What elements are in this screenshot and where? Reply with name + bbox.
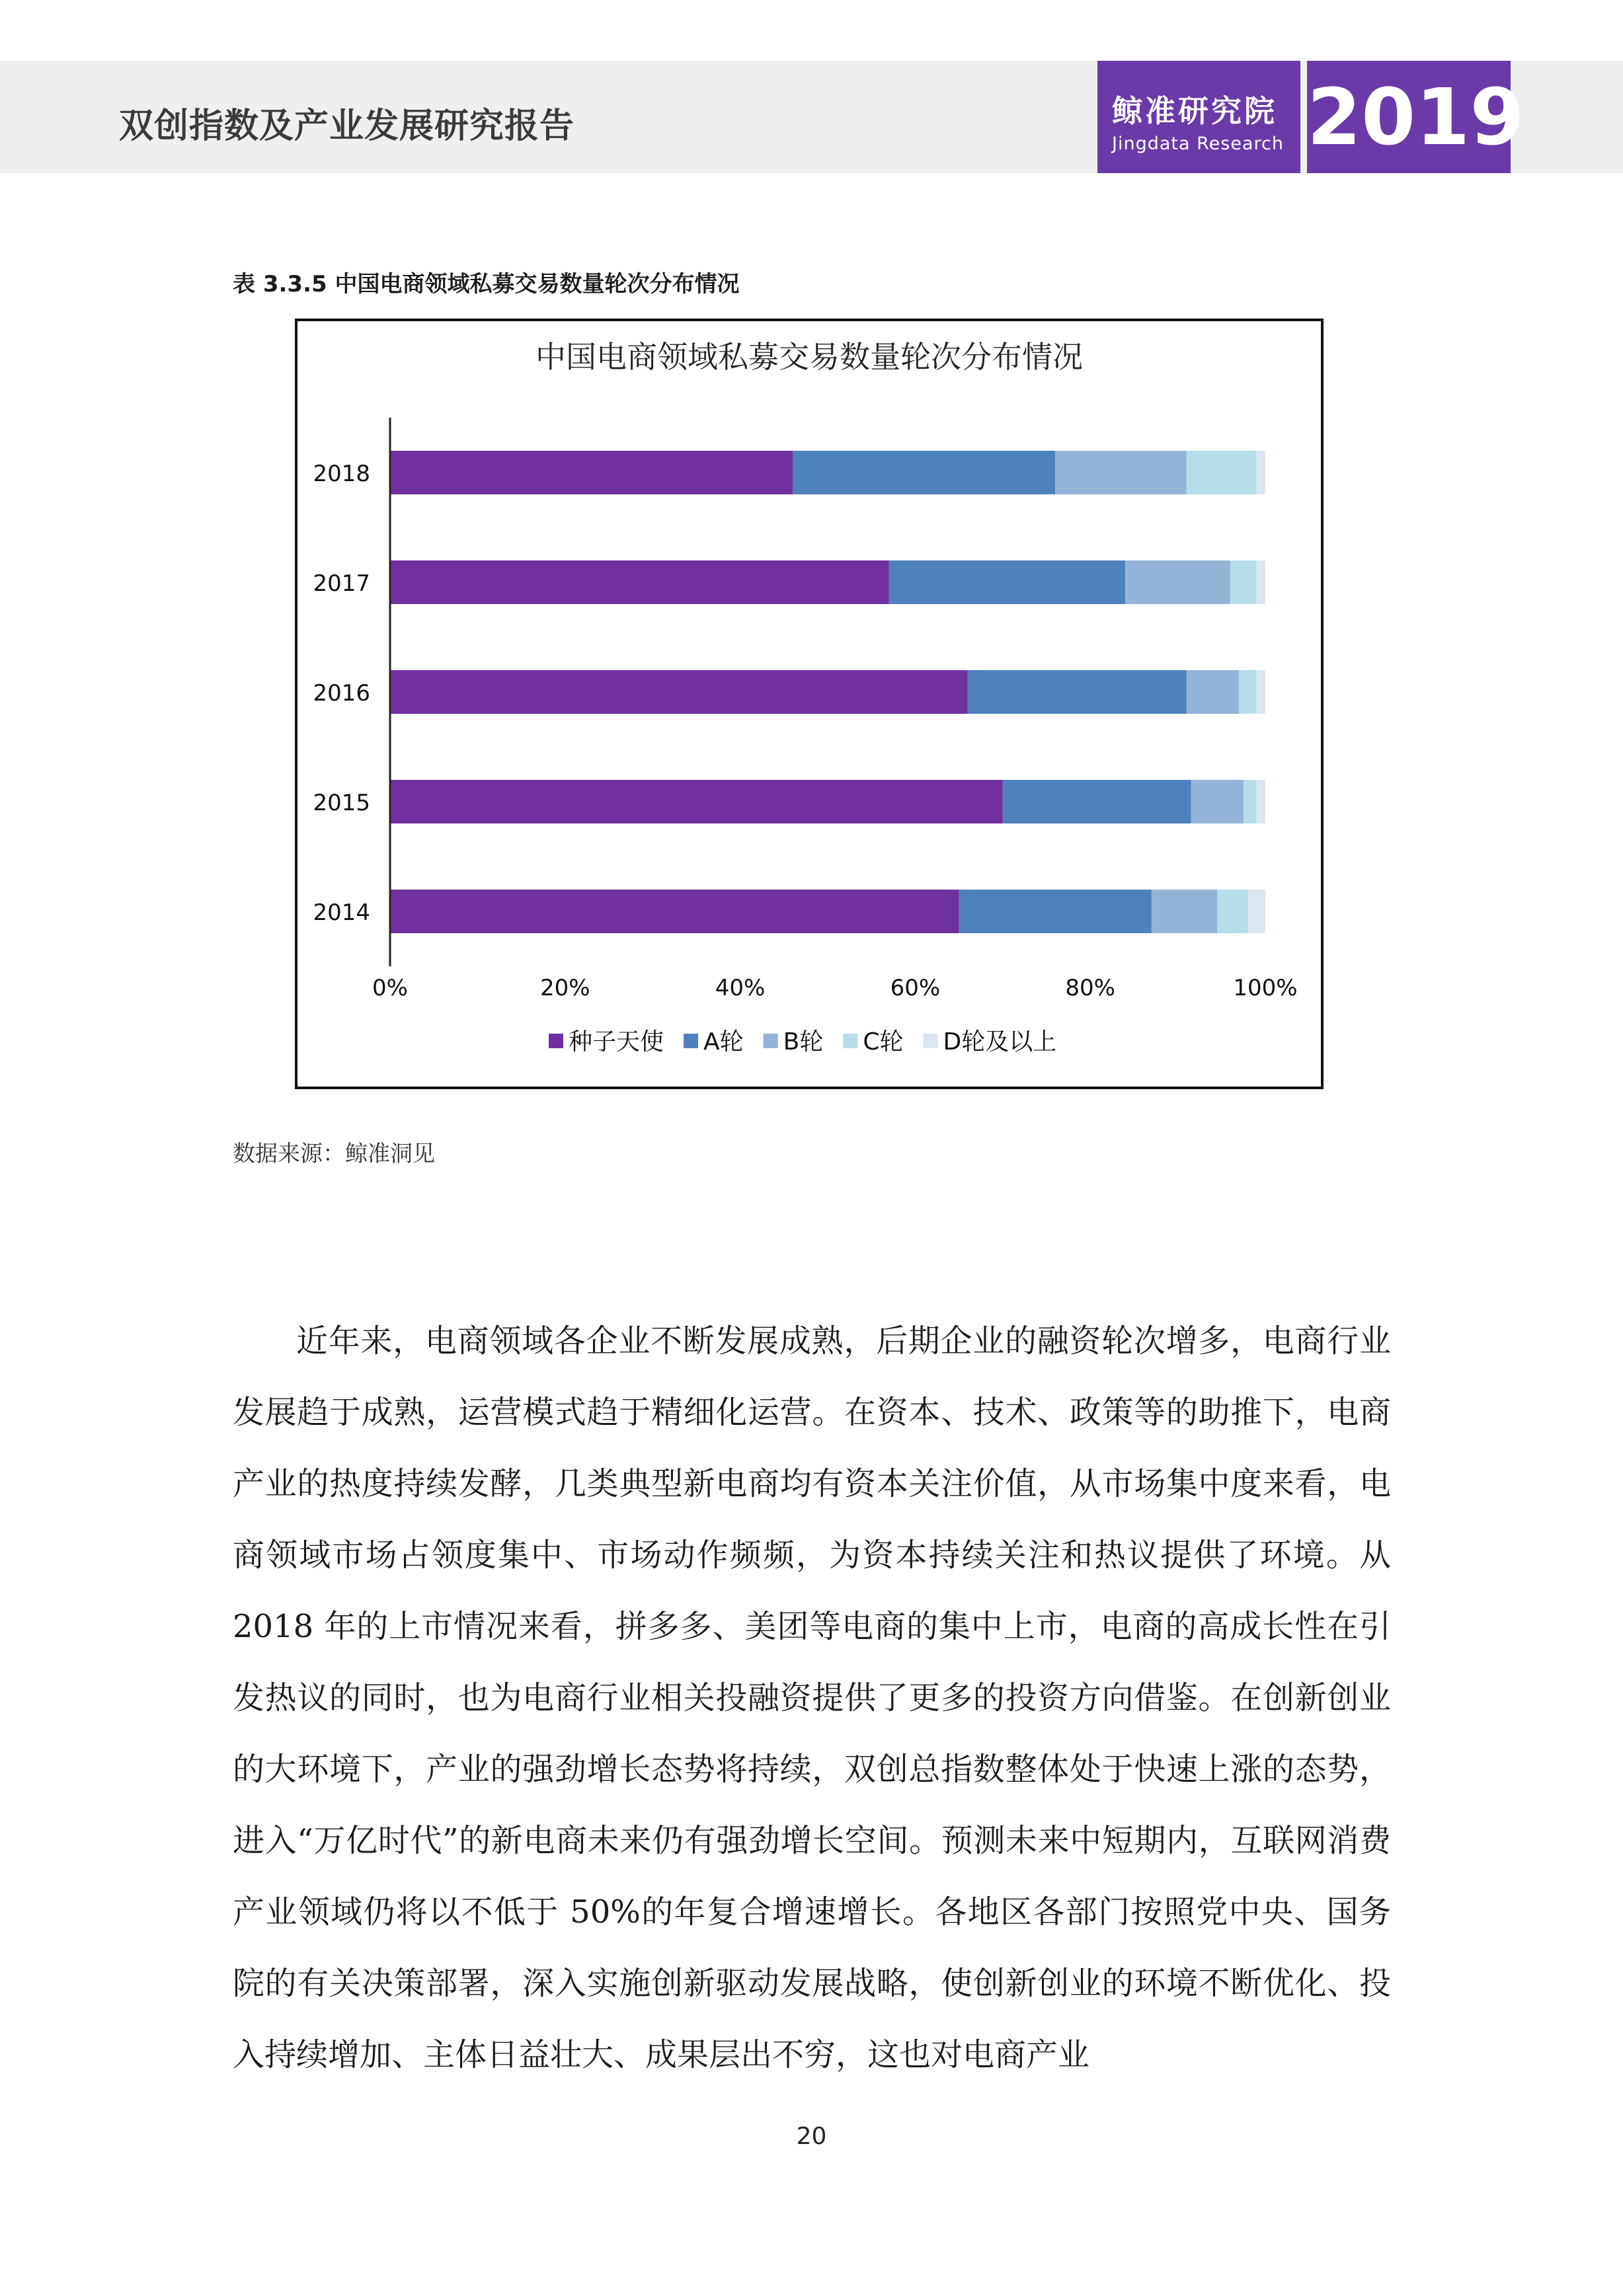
bar-segment-2014-2 bbox=[1152, 890, 1217, 933]
x-tick-label: 40% bbox=[715, 975, 766, 1001]
x-tick-label: 60% bbox=[890, 975, 941, 1001]
legend-label: 种子天使 bbox=[569, 1028, 664, 1055]
y-tick-label: 2015 bbox=[313, 790, 370, 816]
chart-title: 中国电商领域私募交易数量轮次分布情况 bbox=[535, 339, 1083, 375]
bar-segment-2017-2 bbox=[1125, 560, 1230, 604]
bar-segment-2017-3 bbox=[1230, 560, 1257, 604]
legend-swatch bbox=[684, 1034, 698, 1048]
x-tick-label: 80% bbox=[1065, 975, 1115, 1001]
chart-frame bbox=[295, 319, 1324, 1089]
bar-segment-2017-4 bbox=[1257, 560, 1265, 604]
brand-name-en: Jingdata Research bbox=[1112, 134, 1284, 154]
bar-segment-2018-0 bbox=[390, 451, 793, 494]
bar-segment-2014-3 bbox=[1217, 890, 1247, 933]
brand-name-cn: 鲸准研究院 bbox=[1112, 93, 1277, 129]
bar-segment-2016-4 bbox=[1257, 670, 1265, 714]
legend-label: D轮及以上 bbox=[943, 1028, 1057, 1055]
bar-segment-2018-2 bbox=[1055, 451, 1187, 494]
bar-segment-2017-1 bbox=[889, 560, 1125, 604]
chart-legend bbox=[549, 1028, 1056, 1055]
y-tick-label: 2014 bbox=[313, 899, 370, 926]
body-paragraph: 近年来，电商领域各企业不断发展成熟，后期企业的融资轮次增多，电商行业发展趋于成熟，运营模式趋于精细化运营。在资本、技术、政策等的助推下，电商产业的热度持续发酵，几类典型新电商均有资本关注价值，从市场集中度来看，电商领域市场占领度集中、市场动作频频，为资本持续关注和热议提供了环境。从 2018 年的上市情况来看，拼多多、美团等电商的集中上市，电商的高成长性在引发热议的同时，也为电商行业相关投融资提供了更多的投资方向借鉴。在创新创业的大环境下，产业的强劲增长态势将持续，双创总指数整体处于快速上涨的态势，进入“万亿时代”的新电商未来仍有强劲增长空间。预测未来中短期内，互联网消费产业领域仍将以不低于 50%的年复合增速增长。各地区各部门按照党中央、国务院的有关决策部署，深入实施创新驱动发展战略，使创新创业的环境不断优化、投入持续增加、主体日益壮大、成果层出不穷，这也对电商产业 bbox=[233, 1322, 1391, 2073]
bar-segment-2015-4 bbox=[1257, 780, 1265, 823]
legend-swatch bbox=[549, 1034, 563, 1048]
legend-label: A轮 bbox=[703, 1028, 744, 1055]
brand-logo bbox=[1097, 61, 1300, 173]
x-axis-ticks bbox=[372, 975, 1298, 1001]
bar-segment-2018-4 bbox=[1257, 451, 1265, 494]
x-tick-label: 0% bbox=[372, 975, 408, 1001]
report-title: 双创指数及产业发展研究报告 bbox=[119, 106, 575, 146]
y-axis-labels bbox=[313, 461, 370, 926]
y-tick-label: 2018 bbox=[313, 461, 370, 487]
bar-segment-2015-1 bbox=[1003, 780, 1191, 823]
bar-segment-2018-1 bbox=[793, 451, 1055, 494]
y-tick-label: 2017 bbox=[313, 570, 370, 597]
y-tick-label: 2016 bbox=[313, 680, 370, 707]
bar-segment-2016-3 bbox=[1239, 670, 1256, 714]
legend-label: B轮 bbox=[783, 1028, 824, 1055]
bar-segment-2015-0 bbox=[390, 780, 1003, 823]
data-source: 数据来源：鲸准洞见 bbox=[233, 1141, 435, 1167]
x-tick-label: 20% bbox=[540, 975, 590, 1001]
legend-swatch bbox=[924, 1034, 938, 1048]
bar-segment-2014-1 bbox=[959, 890, 1152, 933]
bar-segment-2018-3 bbox=[1187, 451, 1257, 494]
legend-swatch bbox=[843, 1034, 857, 1048]
stacked-bar-chart bbox=[297, 321, 1321, 1087]
bar-segment-2016-0 bbox=[390, 670, 968, 714]
legend-swatch bbox=[764, 1034, 778, 1048]
legend-label: C轮 bbox=[863, 1028, 904, 1055]
bar-segment-2014-4 bbox=[1248, 890, 1265, 933]
bar-segment-2016-2 bbox=[1187, 670, 1239, 714]
bar-segment-2016-1 bbox=[968, 670, 1187, 714]
bar-segment-2017-0 bbox=[390, 560, 889, 604]
bar-segment-2014-0 bbox=[390, 890, 959, 933]
x-tick-label: 100% bbox=[1233, 975, 1298, 1001]
bar-segment-2015-3 bbox=[1244, 780, 1257, 823]
chart-bars bbox=[390, 451, 1265, 933]
figure-caption: 表 3.3.5 中国电商领域私募交易数量轮次分布情况 bbox=[233, 271, 740, 297]
page-number: 20 bbox=[796, 2123, 827, 2150]
bar-segment-2015-2 bbox=[1191, 780, 1243, 823]
report-year: 2019 bbox=[1307, 61, 1511, 173]
